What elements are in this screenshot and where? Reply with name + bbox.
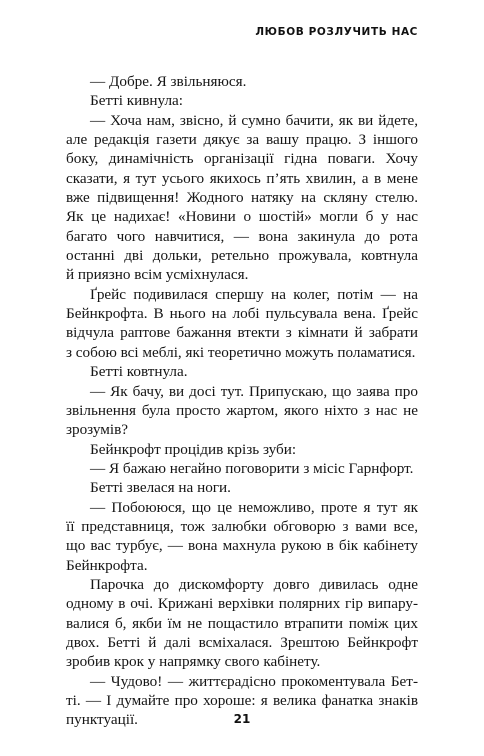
text-line: — Як бачу, ви досі тут. Припускаю, що заява про xyxy=(90,382,418,400)
text-line: — Я бажаю негайно поговорити з місіс Гарнфорт. xyxy=(90,459,414,477)
running-title: ЛЮБОВ РОЗЛУЧИТЬ НАС xyxy=(255,26,418,38)
text-line: Бетті кивнула: xyxy=(90,92,184,110)
text-line: пунктуації. xyxy=(66,711,138,729)
text-line: Як це надихає! «Новини о шостій» могли б у нас xyxy=(66,208,418,226)
text-line: але редакція газети дякує за вашу працю. З іншого xyxy=(66,131,418,149)
text-line: ті. — І думайте про хороше: я велика фанатка знаків xyxy=(66,692,418,709)
text-line: валися б, якби їм не пощастило втрапити поміж цих xyxy=(66,614,418,632)
text-line: її представниця, тож залюбки обговорю з вами все, xyxy=(66,517,418,535)
text-line: — Чудово! — життєрадісно прокоментувала Бет- xyxy=(90,672,418,690)
text-line: Бейнкрофт процідив крізь зуби: xyxy=(90,440,297,458)
text-line: останні дві дольки, ретельно прожувала, ковтнула xyxy=(66,247,418,265)
text-line: вже підвищення! Жодного натяку на скляну стелю. xyxy=(66,189,418,207)
text-line: зрозумів? xyxy=(66,421,129,439)
text-line: одному в очі. Крижані верхівки полярних гір випару- xyxy=(66,595,418,613)
text-line: з собою всі меблі, які теоретично можуть поламатися. xyxy=(66,343,416,361)
text-line: звільнення була просто жартом, якого ніхто з нас не xyxy=(66,401,418,419)
text-line: Бетті ковтнула. xyxy=(90,363,188,381)
text-line: зробив крок у напрямку свого кабінету. xyxy=(66,653,321,671)
page-body-text xyxy=(66,72,418,730)
text-line: Бетті звелася на ноги. xyxy=(90,479,231,497)
text-line: відчула раптове бажання втекти з кімнати й забрати xyxy=(66,324,418,342)
text-line: Бейнкрофта. xyxy=(66,556,148,574)
page-number: 21 xyxy=(233,712,251,726)
text-line: Ґрейс подивилася спершу на колег, потім — на xyxy=(90,285,418,303)
text-line: що вас турбує, — вона махнула рукою в бік кабінету xyxy=(66,537,418,555)
text-line: боку, динамічність організації гідна поваги. Хочу xyxy=(66,150,418,168)
text-line: — Побоююся, що це неможливо, проте я тут як xyxy=(90,498,418,516)
text-line: багато чого навчитися, — вона закинула до рота xyxy=(66,227,418,245)
text-line: — Добре. Я звільняюся. xyxy=(90,73,247,90)
text-line: Бейнкрофта. В нього на лобі пульсувала вена. Ґрейс xyxy=(66,305,418,323)
text-line: сказати, я тут усього якихось п’ять хвилин, а в мене xyxy=(66,169,418,187)
text-line: Парочка до дискомфорту довго дивилась одне xyxy=(90,575,418,593)
text-line: й приязно всім усміхнулася. xyxy=(66,266,249,284)
text-line: двох. Бетті й далі всміхалася. Зрештою Бейнкрофт xyxy=(66,633,418,651)
text-line: — Хоча нам, звісно, й сумно бачити, як ви йдете, xyxy=(90,111,418,129)
